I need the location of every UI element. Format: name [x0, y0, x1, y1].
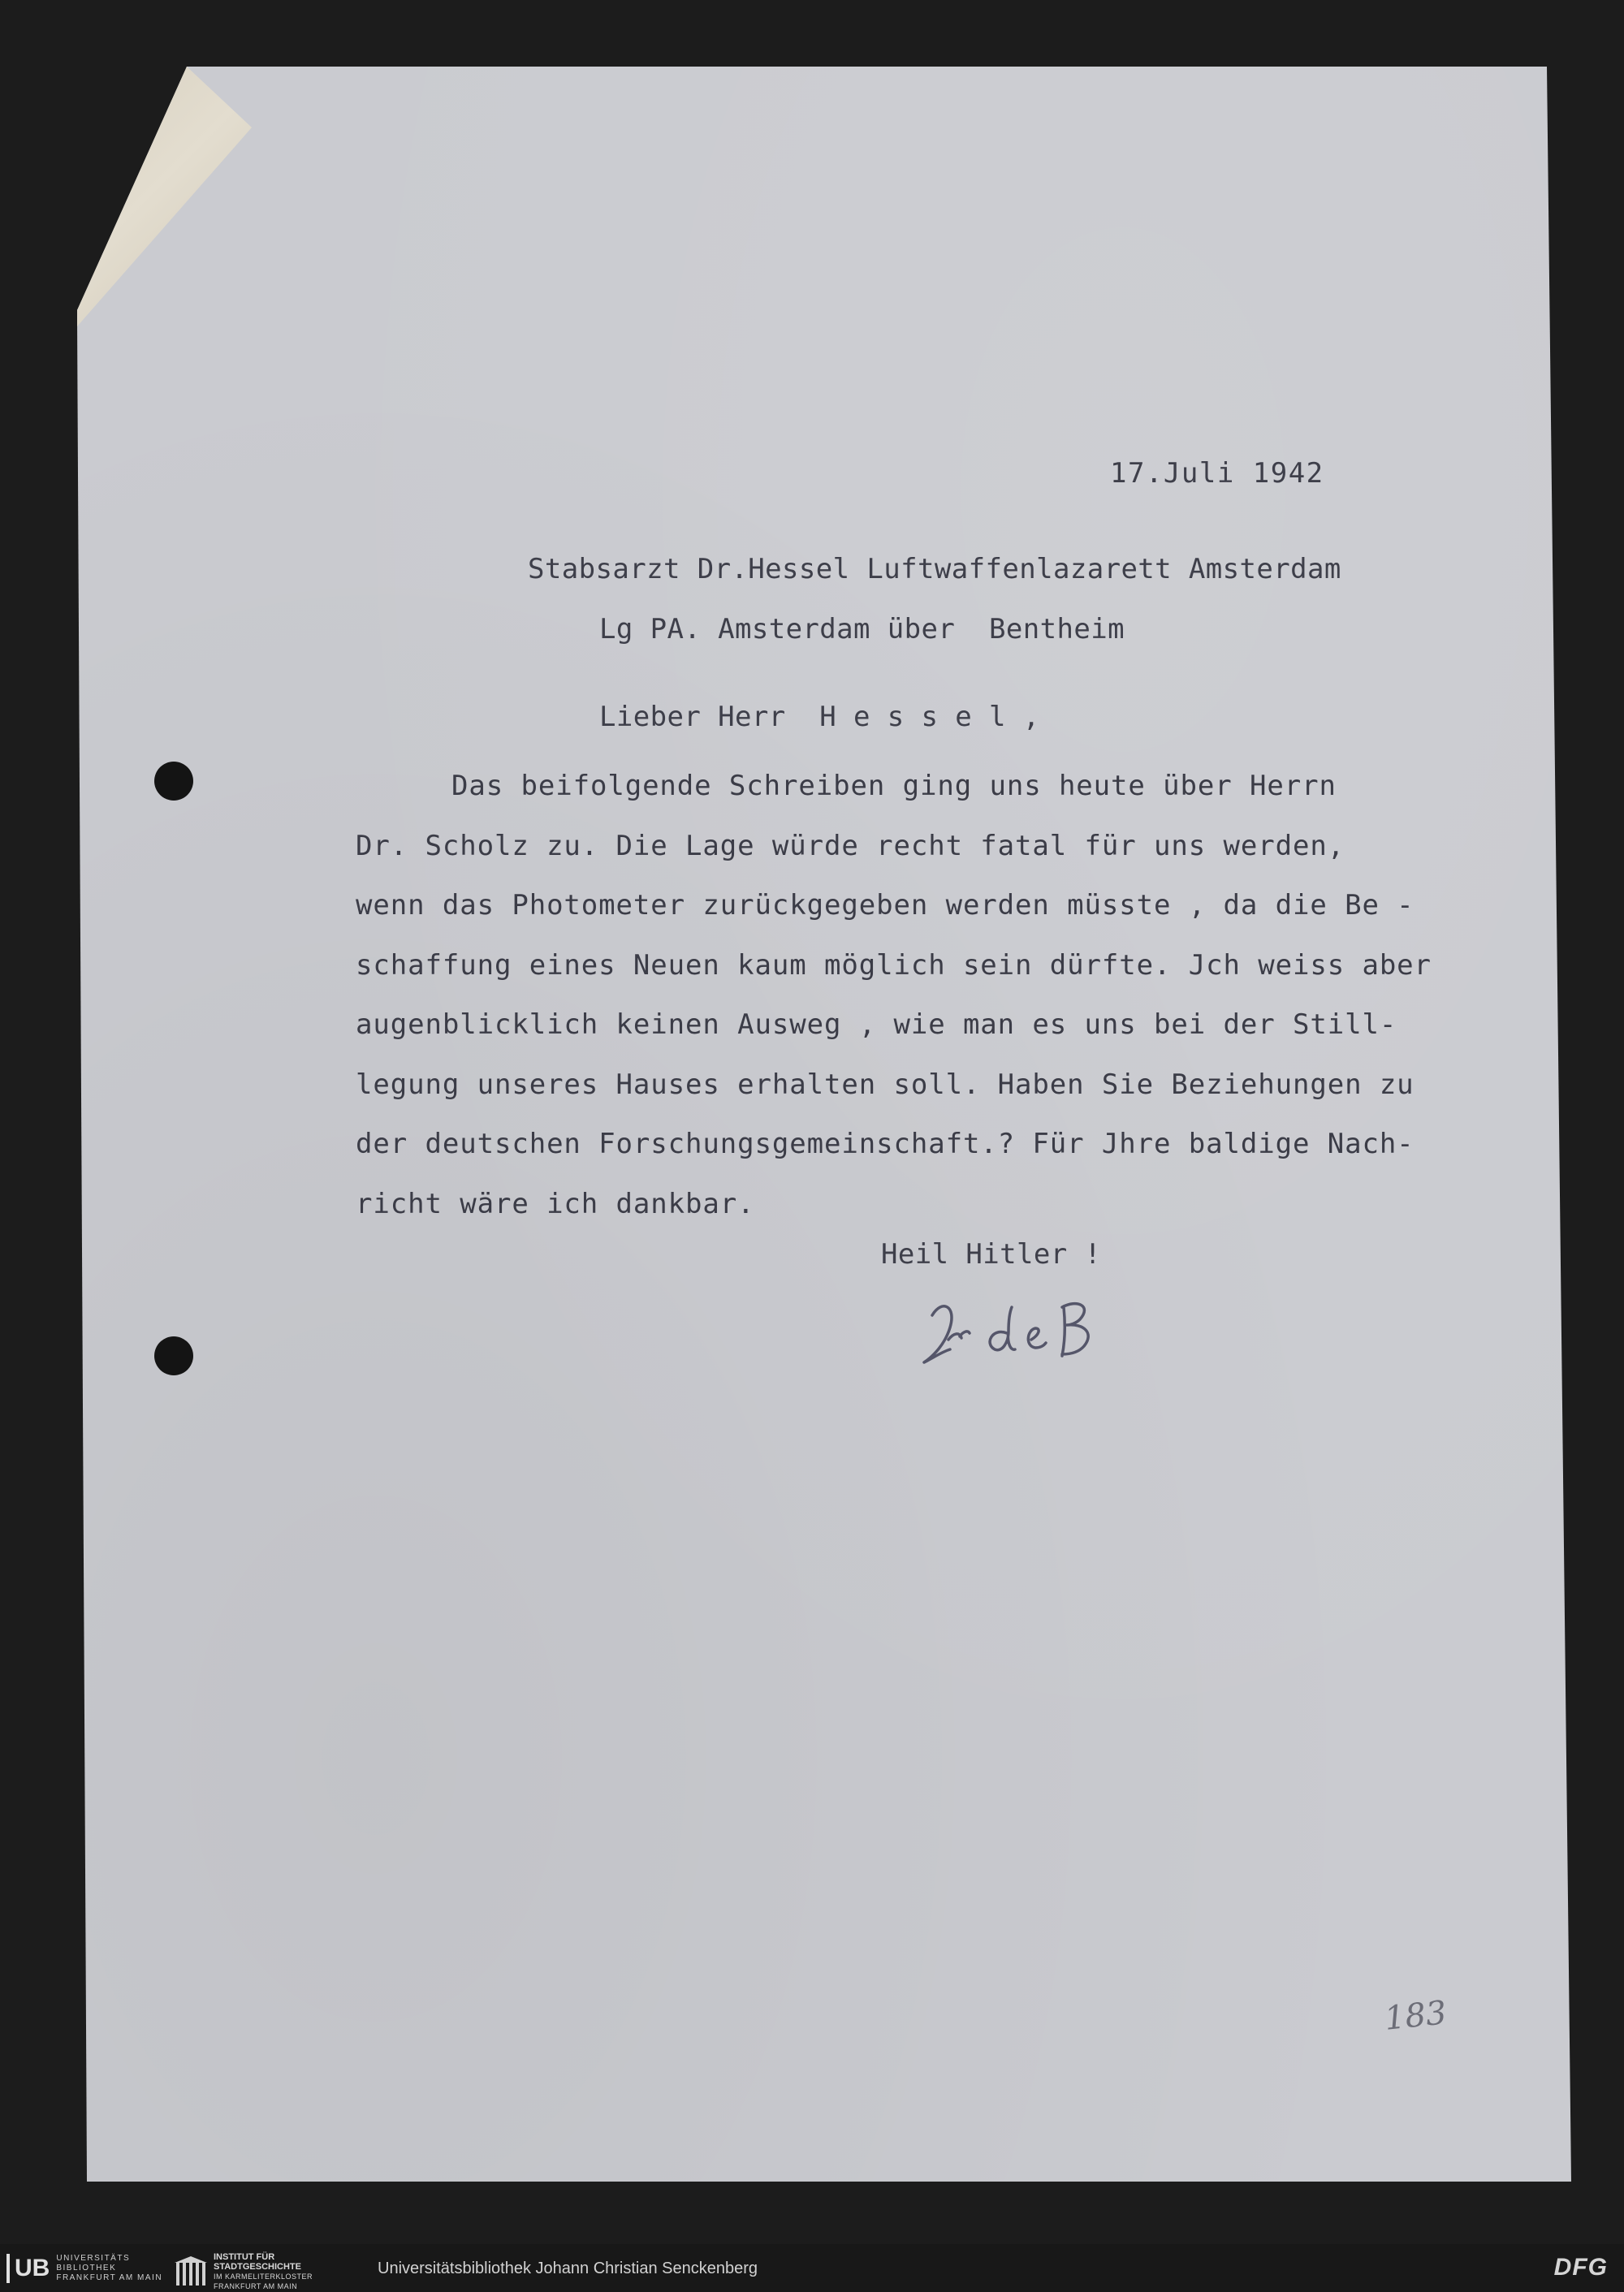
body-line: der deutschen Forschungsgemeinschaft.? Für Jhre baldige Nach-	[356, 1128, 1415, 1160]
body-line: wenn das Photometer zurückgegeben werden müsste , da die Be -	[356, 889, 1415, 922]
letter-closing: Heil Hitler !	[881, 1238, 1102, 1271]
institute-word: INSTITUT FÜR	[214, 2252, 275, 2262]
ub-library-logo	[6, 2252, 162, 2285]
body-line: richt wäre ich dankbar.	[356, 1187, 755, 1220]
recipient-address-line-2: Lg PA. Amsterdam über Bentheim	[599, 613, 1125, 645]
institute-word: IM KARMELITERKLOSTER	[214, 2273, 313, 2281]
ub-word: UNIVERSITÄTS	[56, 2254, 131, 2263]
ub-mark: UB	[6, 2254, 50, 2283]
ub-wordmark	[56, 2254, 162, 2283]
body-line: Dr. Scholz zu. Die Lage würde recht fatal für uns werden,	[356, 829, 1345, 862]
body-line: schaffung eines Neuen kaum möglich sein dürfte. Jch weiss aber	[356, 948, 1432, 982]
folio-number: 183	[1382, 1994, 1449, 2038]
ub-word: BIBLIOTHEK	[56, 2264, 117, 2273]
institute-word: STADTGESCHICHTE	[214, 2262, 301, 2272]
institute-word: FRANKFURT AM MAIN	[214, 2282, 298, 2290]
body-line: augenblicklich keinen Ausweg , wie man es uns bei der Still-	[356, 1008, 1397, 1041]
footer-caption: Universitätsbibliothek Johann Christian Senckenberg	[378, 2260, 758, 2277]
letter-body	[356, 757, 1541, 1234]
ub-word: FRANKFURT AM MAIN	[56, 2273, 163, 2282]
letter-date: 17.Juli 1942	[1110, 457, 1324, 490]
dfg-logo: DFG	[1553, 2254, 1608, 2281]
body-line: legung unseres Hauses erhalten soll. Haben Sie Beziehungen zu	[356, 1068, 1415, 1101]
body-line: Das beifolgende Schreiben ging uns heute über Herrn	[451, 770, 1337, 802]
institute-wordmark	[214, 2252, 313, 2291]
institute-building-icon	[175, 2256, 207, 2287]
recipient-address-line-1: Stabsarzt Dr.Hessel Luftwaffenlazarett Amsterdam	[528, 553, 1341, 585]
institute-logo	[175, 2252, 313, 2291]
punch-hole-upper	[154, 762, 193, 801]
punch-hole-lower	[154, 1336, 193, 1375]
archive-footer-bar	[0, 2244, 1624, 2292]
letter-salutation: Lieber Herr H e s s e l ,	[599, 701, 1040, 733]
handwritten-signature	[918, 1283, 1112, 1372]
